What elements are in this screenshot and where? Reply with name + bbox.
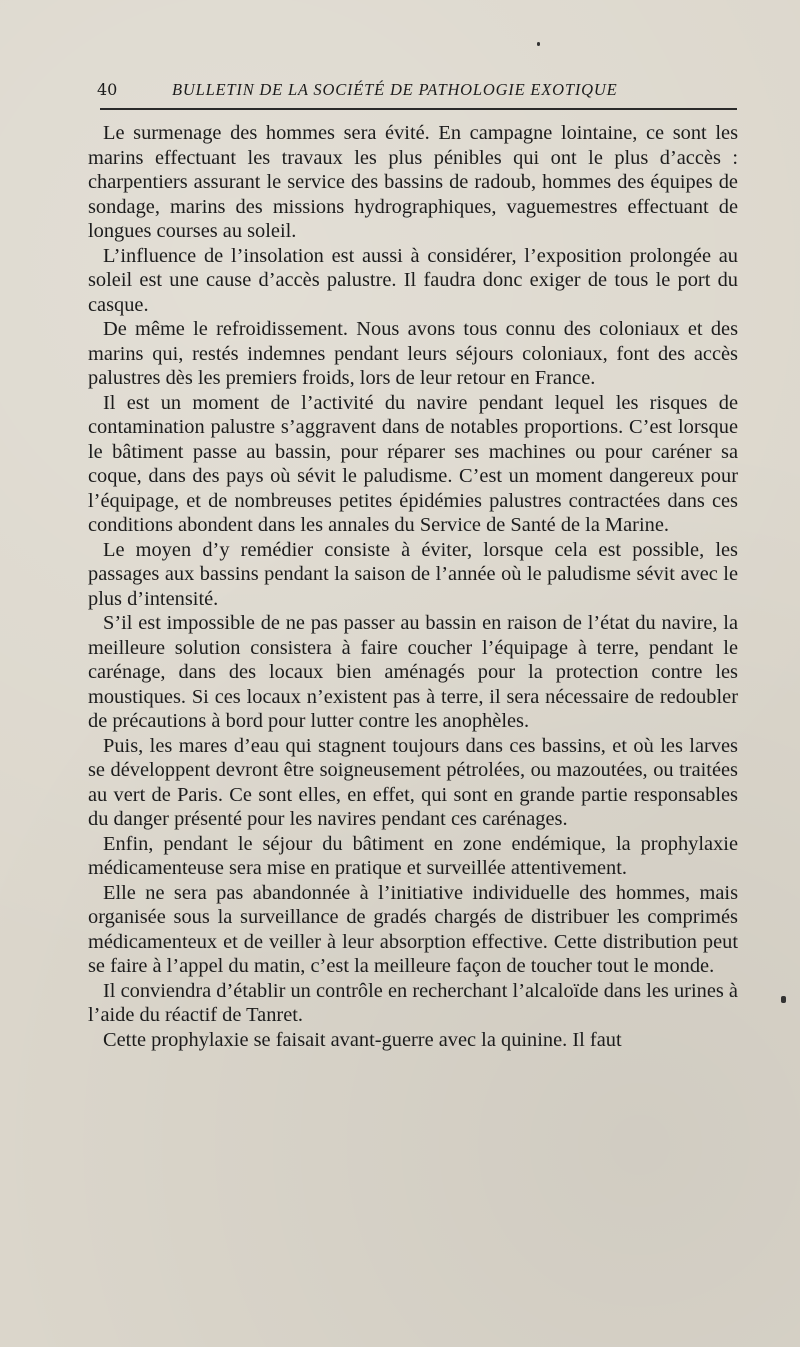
paragraph: Le moyen d’y remédier consiste à éviter, lorsque cela est possible, les passages aux bassins pendant la saison de l’année où le paludisme sévit avec le plus d’intensité.: [88, 538, 738, 610]
paragraph: S’il est impossible de ne pas passer au bassin en raison de l’état du navire, la meilleure solution consistera à faire coucher l’équipage à terre, pendant le carénage, dans des locaux bien aménagés pour la protection contre les moustiques. Si ces locaux n’existent pas à terre, il sera nécessaire de redoubler de précautions à bord pour lutter contre les anophèles.: [88, 612, 738, 732]
page-number: 40: [97, 80, 118, 99]
paragraph: Il est un moment de l’activité du navire pendant lequel les risques de contamination palustre s’aggravent dans de notables proportions. C’est lorsque le bâtiment passe au bassin, pour réparer ses machines ou pour caréner sa coque, dans des pays où sévit le paludisme. C’est un moment dangereux pour l’équipage, et de nombreuses petites épidémies palustres contractées dans ces conditions abondent dans les annales du Service de Santé de la Marine.: [88, 391, 738, 536]
body-text: [88, 121, 738, 1052]
paragraph: Elle ne sera pas abandonnée à l’initiative individuelle des hommes, mais organisée sous la surveillance de gradés chargés de distribuer les comprimés médicamenteux et de veiller à leur absorption effective. Cette distribution peut se faire à l’appel du matin, c’est la meilleure façon de toucher tout le monde.: [88, 881, 738, 977]
running-title: BULLETIN DE LA SOCIÉTÉ DE PATHOLOGIE EXOTIQUE: [172, 80, 618, 99]
header-rule: [100, 108, 737, 110]
paragraph: Le surmenage des hommes sera évité. En campagne lointaine, ce sont les marins effectuant les travaux les plus pénibles qui ont le plus d’accès : charpentiers assurant le service des bassins de radoub, hommes des équipes de sondage, marins des missions hydrographiques, vaguemestres effectuant de longues courses au soleil.: [88, 122, 738, 242]
paragraph: De même le refroidissement. Nous avons tous connu des coloniaux et des marins qui, restés indemnes pendant leurs séjours coloniaux, font des accès palustres dès les premiers froids, lors de leur retour en France.: [88, 318, 738, 389]
paragraph: Il conviendra d’établir un contrôle en recherchant l’alcaloïde dans les urines à l’aide du réactif de Tanret.: [88, 979, 738, 1026]
paragraph: Cette prophylaxie se faisait avant-guerre avec la quinine. Il faut: [103, 1028, 622, 1051]
ink-speck: [781, 996, 786, 1003]
page-header: [97, 80, 737, 104]
paragraph: Enfin, pendant le séjour du bâtiment en zone endémique, la prophylaxie médicamenteuse sera mise en pratique et surveillée attentivement.: [88, 832, 738, 879]
paragraph: Puis, les mares d’eau qui stagnent toujours dans ces bassins, et où les larves se développent devront être soigneusement pétrolées, ou mazoutées, ou traitées au vert de Paris. Ce sont elles, en effet, qui sont en grande partie responsables du danger présenté pour les navires pendant ces carénages.: [88, 734, 738, 830]
paragraph: L’influence de l’insolation est aussi à considérer, l’exposition prolongée au soleil est une cause d’accès palustre. Il faudra donc exiger de tous le port du casque.: [88, 244, 738, 316]
ink-speck: [537, 42, 540, 46]
